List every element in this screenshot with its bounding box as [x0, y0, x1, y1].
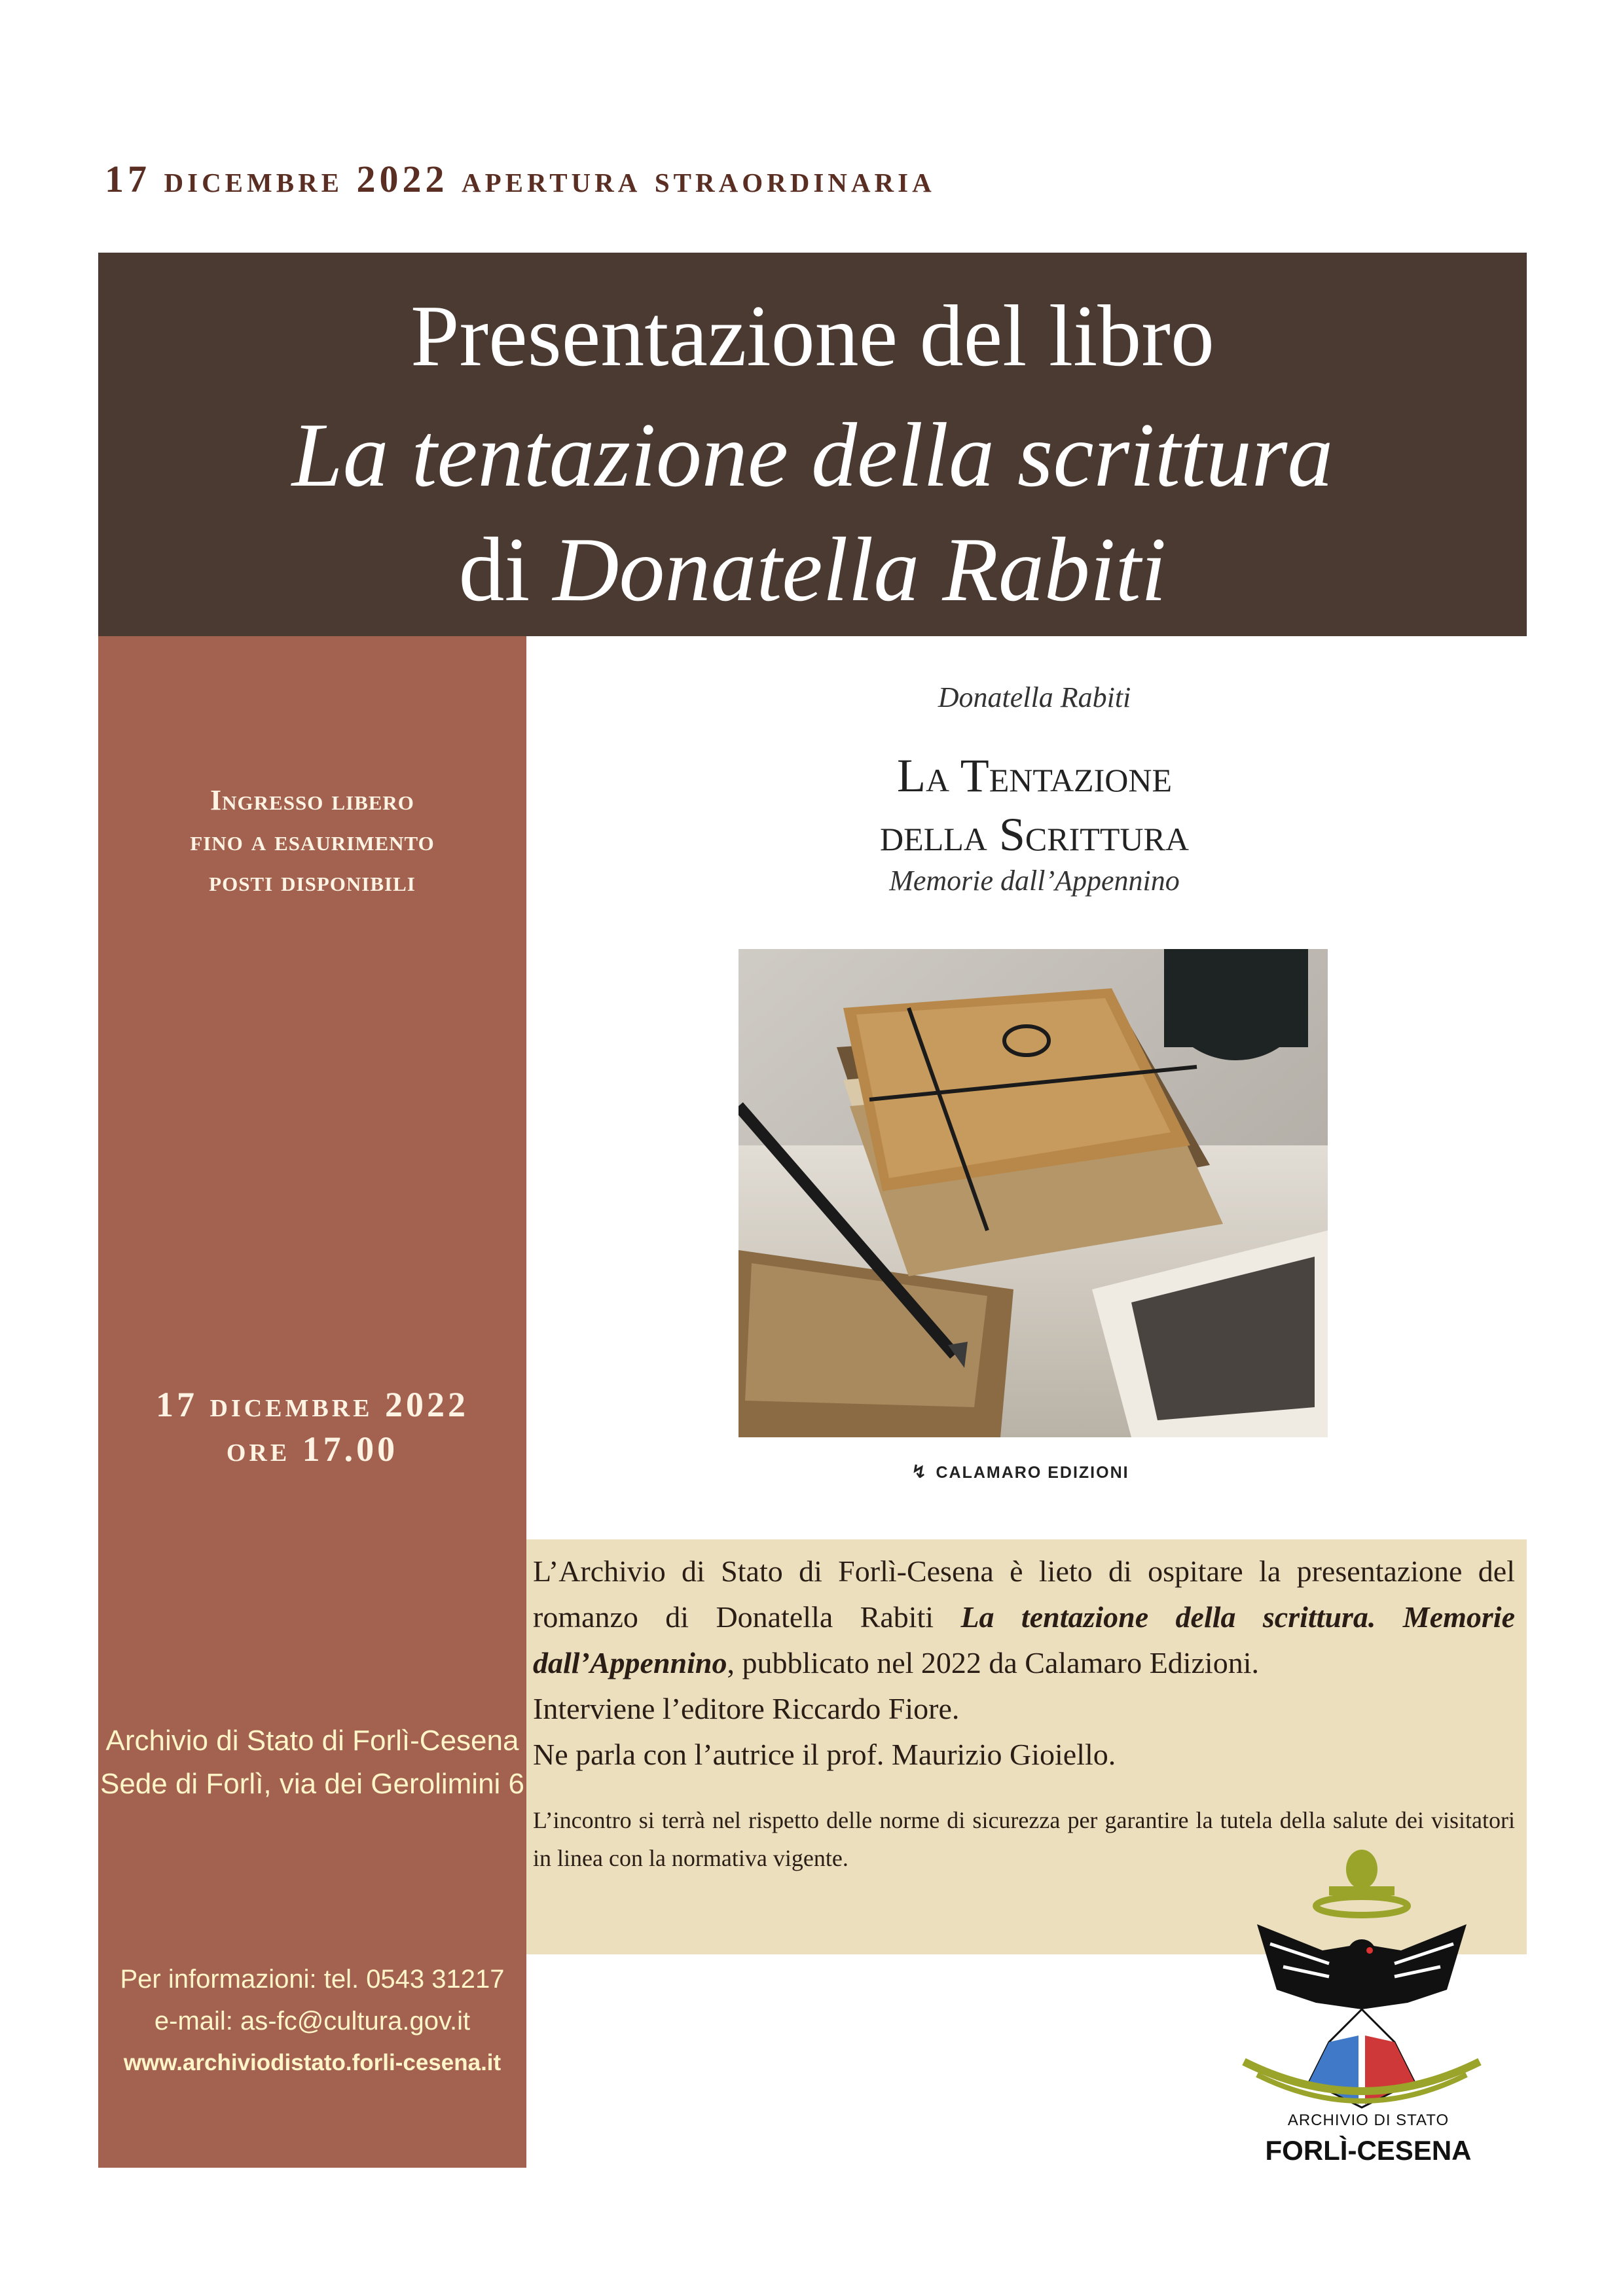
venue-street: Sede di Forlì, via dei Gerolimini 6: [100, 1768, 525, 1800]
cover-title-line-2: della Scrittura: [880, 808, 1189, 861]
contact-website[interactable]: www.archiviodistato.forli-cesena.it: [123, 2050, 501, 2075]
cover-subtitle: Memorie dall’Appennino: [889, 865, 1180, 897]
venue-address: [98, 1719, 526, 1806]
description-book-title: La tentazione della scrittura. Memorie dall’Appennino: [533, 1600, 1515, 1679]
logo-caption: [1218, 2111, 1519, 2166]
entry-line-1: Ingresso libero: [210, 784, 414, 816]
venue-name: Archivio di Stato di Forlì-Cesena: [105, 1725, 519, 1757]
book-title: La tentazione della scrittura: [291, 404, 1334, 506]
cover-photo: [739, 949, 1328, 1437]
event-datetime: [98, 1382, 526, 1471]
top-announcement: 17 dicembre 2022 apertura straordinaria: [105, 158, 936, 200]
description-intro-end: , pubblicato nel 2022 da Calamaro Edizioni.: [727, 1646, 1259, 1679]
author-prefix: di: [458, 519, 553, 620]
description-intro: L’Archivio di Stato di Forlì-Cesena è lieto di ospitare la presentazione del romanzo di Donatella Rabiti: [533, 1554, 1515, 1634]
safety-note: L’incontro si terrà nel rispetto delle norme di sicurezza per garantire la tutela della salute dei visitatori in linea con la normativa vigente.: [533, 1807, 1515, 1871]
event-date: 17 dicembre 2022: [155, 1385, 469, 1424]
logo-caption-line-2: FORLÌ-CESENA: [1265, 2135, 1472, 2166]
cover-title: [799, 746, 1270, 864]
banner-line-1: Presentazione del libro: [410, 287, 1214, 384]
entry-info: [98, 780, 526, 902]
event-time: ore 17.00: [226, 1429, 399, 1469]
entry-line-3: posti disponibili: [209, 865, 416, 897]
contact-email[interactable]: e-mail: as-fc@cultura.gov.it: [154, 2007, 471, 2036]
cover-title-line-1: La Tentazione: [896, 749, 1173, 802]
banner-author-line: [98, 519, 1527, 620]
title-banner: [98, 253, 1527, 636]
contact-phone: Per informazioni: tel. 0543 31217: [120, 1965, 505, 1994]
cover-author: Donatella Rabiti: [938, 681, 1131, 713]
description-speaker-line: Ne parla con l’autrice il prof. Maurizio Gioiello.: [533, 1738, 1116, 1771]
logo-caption-line-1: ARCHIVIO DI STATO: [1287, 2111, 1450, 2129]
contact-info: [98, 1958, 526, 2084]
description-publisher-line: Interviene l’editore Riccardo Fiore.: [533, 1692, 960, 1725]
letters-photo-illustration: [739, 949, 1328, 1437]
description-text: [533, 1549, 1515, 1778]
eagle-crest-icon: [1231, 1846, 1506, 2127]
author-name: Donatella Rabiti: [553, 519, 1167, 620]
publisher-mark: [911, 1461, 1160, 1482]
squid-icon: ↯: [911, 1462, 928, 1482]
info-sidebar: [98, 636, 526, 2168]
publisher-name: CALAMARO EDIZIONI: [936, 1463, 1129, 1482]
archive-logo: [1231, 1846, 1506, 2127]
entry-line-2: fino a esaurimento: [190, 825, 435, 857]
